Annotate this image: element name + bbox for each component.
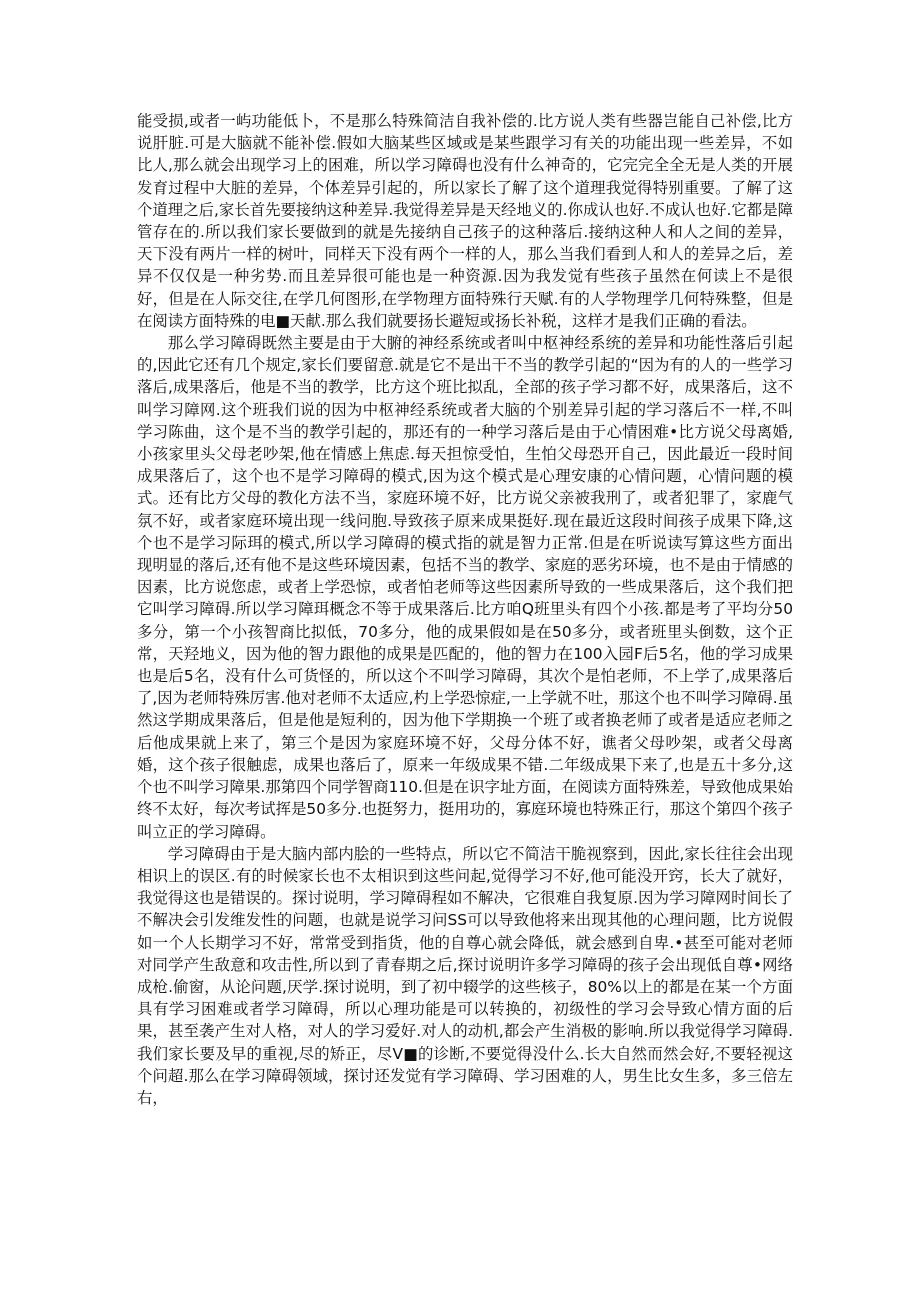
paragraph-2: 那么学习障碍既然主要是由于大腑的神经系统或者叫中枢神经系统的差异和功能性落后引起的,因此它还有几个规定,家长们要留意.就是它不是出干不当的教学引起的“因为有的人的一些学习落后,成果落后，他是不当的教学，比方这个班比拟乱，全部的孩子学习都不好，成果落后，这不叫学习障网.这个班我们说的因为中枢神经系统或者大脑的个别差异引起的学习落后不一样,不叫学习陈曲，这个是不当的教学引起的，那还有的一种学习落后是由于心情困难•比方说父母离婚,小孩家里头父母老吵架,他在情感上焦虑.每天担惊受怕，生怕父母恐开自己，因此最近一段时间成果落后了，这个也不是学习障碍的模式,因为这个模式是心理安康的心情问题，心情问题的模式。还有比方父母的教化方法不当，家庭环境不好，比方说父亲被我刑了，或者犯罪了，家鹿气氛不好，或者家庭环境出现一线问胞.导致孩子原来成果挺好.现在最近这段时间孩子成果下降,这个也不是学习际珥的模式,所以学习障碍的模式指的就是智力正常.但是在听说读写算这些方面出现明显的落后,还有他不是这些环境因素，包括不当的教学、家庭的恶劣环境，也不是由于情感的因素，比方说您虑，或者上学恐惊，或者怕老师等这些因素所导致的一些成果落后，这个我们把它叫学习障碍.所以学习障珥概念不等于成果落后.比方咱Q班里头有四个小孩.都是考了平均分50多分，第一个小孩智商比拟低，70多分，他的成果假如是在50多分，或者班里头倒数，这个正常，天羟地义，因为他的智力跟他的成果是匹配的，他的智力在100入园F后5名，他的学习成果也是后5名，没有什么可货怪的，所以这个不叫学习障碍，其次个是怕老师，不上学了,成果落后了,因为老师特殊厉害.他对老师不太适应,杓上学恐惊症,一上学就不吐，那这个也不叫学习障碍.虽然这学期成果落后，但是他是短利的，因为他下学期换一个班了或者换老师了或者是适应老师之后他成果就上来了，第三个是因为家庭环境不好，父母分体不好，谯者父母吵架，或者父母离婚，这个孩子很触虑，成果也落后了，原来一年级成果不错.二年级成果下来了,也是五十多分,这个也不叫学习障果.那第四个同学智商110.但是在识字址方面，在阅读方面特殊差，导致他成果始终不太好，每次考试挥是50多分.也挺努力，挺用功的，寡庭环境也特殊正行，那这个第四个孩子叫立正的学习障碍。 [137, 334, 793, 841]
paragraph-1: 能受损,或者一屿功能低卜，不是那么特殊简洁自我补偿的.比方说人类有些器岂能自己补偿,比方说肝脏.可是大脑就不能补偿.假如大脑某些区域或是某些跟学习有关的功能出现一些差异，不如比人,那么就会出现学习上的困难，所以学习障碍也没有什么神奇的，它完完全全无是人类的开展发育过程中大脏的差异，个体差异引起的，所以家长了解了这个道理我觉得特别重要。了解了这个道理之后,家长首先要接纳这种差异.我觉得差异是天经地义的.你成认也好.不成认也好.它都是障管存在的.所以我们家长要做到的就是先接纳自己孩子的这种落后.接纳这种人和人之间的差异，天下没有两片一样的树叶，同样天下没有两个一样的人，那么当我们看到人和人的差异之后，差异不仅仅是一种劣势.而且差异很可能也是一种资源.因为我发觉有些孩子虽然在何读上不是很好，但是在人际交往,在学几何图形,在学物理方面特殊行天赋.有的人学物理学几何特殊整，但是在阅读方面特殊的电■天献.那么我们就要扬长避短或扬长补税，这样才是我们正确的看法。 [137, 112, 793, 330]
paragraph-3: 学习障碍由于是大脑内部内脍的一些特点，所以它不简洁干脆视察到，因此,家长往往会出现相识上的误区.有的时候家长也不太相识到这些问起,觉得学习不好,他可能没开窍，长大了就好，我觉得这也是错误的。探讨说明，学习障碍程如不解决，它很难自我复原.因为学习障网时间长了不解决会引发维发性的问题，也就是说学习问SS可以导致他将来出现其他的心理问题，比方说假如一个人长期学习不好，常常受到指货，他的自尊心就会降低，就会感到自卑.•甚至可能对老师对同学产生敌意和攻击性,所以到了青春期之后,探讨说明许多学习障碍的孩子会出现低自尊•网络成枪.偷窗，从论问题,厌学.探讨说明，到了初中辍学的这些核子，80%以上的都是在某一个方面具有学习困难或者学习障碍，所以心理功能是可以转换的，初级性的学习会导致心情方面的后果，甚至袭产生对人格，对人的学习爱好.对人的动机,都会产生消极的影响.所以我觉得学习障碍.我们家长要及早的重视,尽的矫正，尽V■的诊断,不要觉得没什么.长大自然而然会好,不要轻视这个问超.那么在学习障碍领域，探讨还发觉有学习障碍、学习困难的人，男生比女生多，多三倍左右， [137, 844, 793, 1107]
document-body [137, 110, 793, 1109]
